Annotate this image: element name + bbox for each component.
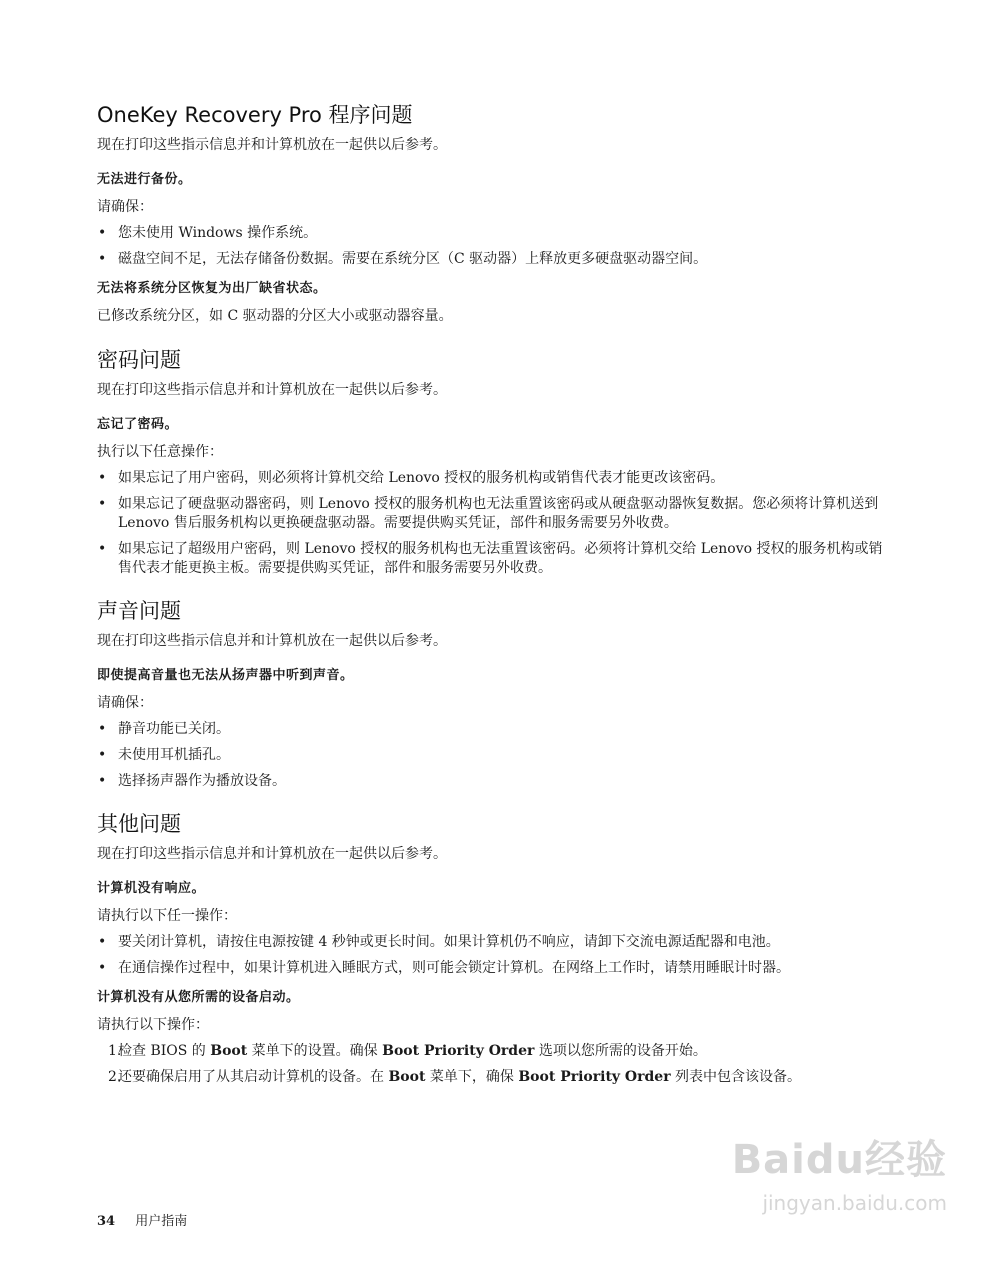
step-keyword: Boot [210,1043,248,1059]
list-item: • 在通信操作过程中，如果计算机进入睡眠方式，则可能会锁定计算机。在网络上工作时，请禁用睡眠计时器。 [97,959,887,978]
list-item [97,1042,887,1061]
section-intro: 现在打印这些指示信息并和计算机放在一起供以后参考。 [97,846,447,862]
list-item: • 如果忘记了用户密码，则必须将计算机交给 Lenovo 授权的服务机构或销售代表才能更改该密码。 [97,469,887,488]
list-item: • 如果忘记了超级用户密码，则 Lenovo 授权的服务机构也无法重置该密码。必须将计算机交给 Lenovo 授权的服务机构或销售代表才能更换主板。需要提供购买凭证，部件和服务需要另外收费。 [97,540,887,578]
numbered-list [97,1042,887,1087]
baidu-watermark [732,1128,947,1215]
watermark-logo-text: Baidu经验 [731,1137,947,1183]
list-item: • 磁盘空间不足，无法存储备份数据。需要在系统分区（C 驱动器）上释放更多硬盘驱动器空间。 [97,250,887,269]
list-item: • 如果忘记了硬盘驱动器密码，则 Lenovo 授权的服务机构也无法重置该密码或从硬盘驱动器恢复数据。您必须将计算机送到 Lenovo 售后服务机构以更换硬盘驱动器。需要提供购买凭证，部件和服务需要另外收费。 [97,495,887,533]
problem-heading: 计算机没有从您所需的设备启动。 [97,990,300,1005]
step-keyword: Boot Priority Order [382,1043,535,1059]
step-text: 列表中包含该设备。 [670,1069,802,1085]
list-item: • 未使用耳机插孔。 [97,746,887,765]
section-other [97,809,887,1087]
document-page [97,100,887,1094]
list-item: • 静音功能已关闭。 [97,720,887,739]
step-number: 2. [108,1069,122,1085]
page-footer [97,1210,187,1229]
section-title: 密码问题 [97,348,181,372]
step-number: 1. [108,1043,122,1059]
problem-heading: 即使提高音量也无法从扬声器中听到声音。 [97,668,354,683]
problem-heading: 无法将系统分区恢复为出厂缺省状态。 [97,281,327,296]
bullet-list [97,933,887,978]
step-text: 菜单下的设置。确保 [247,1043,383,1059]
list-item: • 选择扬声器作为播放设备。 [97,772,887,791]
section-intro: 现在打印这些指示信息并和计算机放在一起供以后参考。 [97,382,447,398]
section-intro: 现在打印这些指示信息并和计算机放在一起供以后参考。 [97,137,447,153]
step-text: 菜单下，确保 [425,1069,519,1085]
bullet-list [97,224,887,269]
step-keyword: Boot Priority Order [518,1069,671,1085]
problem-heading: 计算机没有响应。 [97,881,206,896]
bullet-list [97,469,887,578]
problem-heading: 无法进行备份。 [97,172,192,187]
list-item: • 您未使用 Windows 操作系统。 [97,224,887,243]
step-text: 选项以您所需的设备开始。 [534,1043,707,1059]
section-intro: 现在打印这些指示信息并和计算机放在一起供以后参考。 [97,633,447,649]
problem-lead: 请执行以下操作： [97,1017,209,1033]
section-title: 声音问题 [97,599,181,623]
section-title: OneKey Recovery Pro 程序问题 [97,103,413,127]
step-text: 还要确保启用了从其启动计算机的设备。在 [118,1069,389,1085]
section-onekey-recovery [97,100,887,327]
problem-text: 已修改系统分区，如 C 驱动器的分区大小或驱动器容量。 [97,308,453,324]
watermark-url: jingyan.baidu.com [762,1191,947,1215]
problem-lead: 执行以下任意操作： [97,444,223,460]
problem-lead: 请确保： [97,199,153,215]
bullet-list [97,720,887,791]
section-sound [97,596,887,791]
list-item: • 要关闭计算机，请按住电源按键 4 秒钟或更长时间。如果计算机仍不响应，请卸下交流电源适配器和电池。 [97,933,887,952]
footer-title: 用户指南 [135,1214,188,1229]
section-title: 其他问题 [97,812,181,836]
problem-heading: 忘记了密码。 [97,417,179,432]
step-keyword: Boot [388,1069,426,1085]
step-text: 检查 BIOS 的 [118,1043,211,1059]
problem-lead: 请执行以下任一操作： [97,908,237,924]
list-item [97,1068,887,1087]
section-password [97,345,887,578]
page-number: 34 [97,1214,116,1229]
problem-lead: 请确保： [97,695,153,711]
